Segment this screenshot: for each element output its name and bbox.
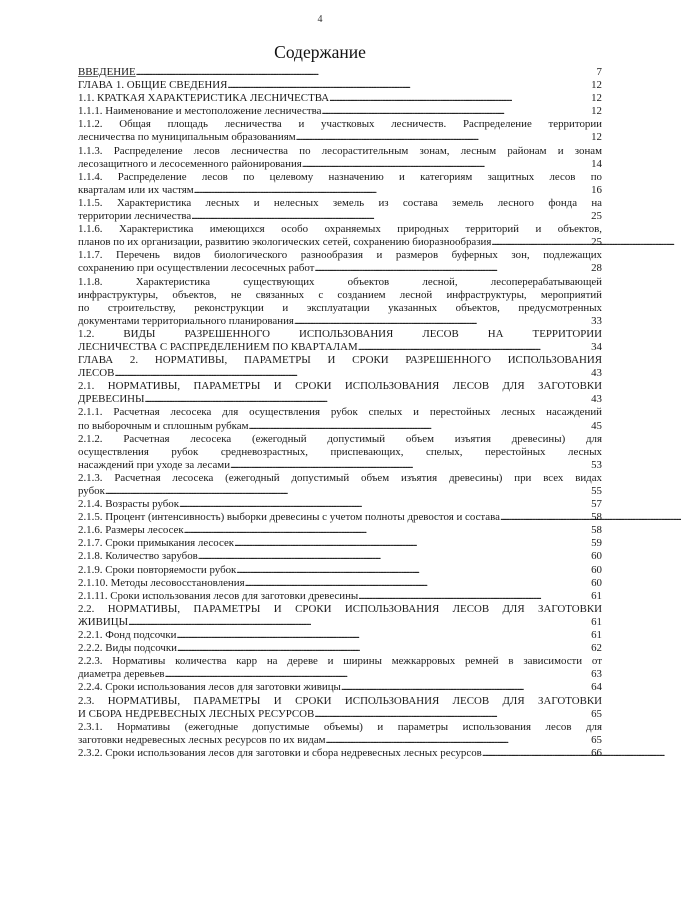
toc-entry-page-number: 60 [591,563,602,576]
toc-entry-text-line: 2.1.9. Сроки повторяемости рубок [78,563,237,576]
toc-entry-page-number: 57 [591,498,602,511]
toc-entry-text-line: 2.1.8. Количество зарубов [78,550,198,563]
toc-entry-leader-row [78,537,602,550]
toc-entry[interactable] [78,681,602,694]
toc-entry-text-line: рубок [78,485,105,497]
toc-entry[interactable] [78,695,602,721]
dot-leader [321,105,590,118]
toc-entry-leader-row [78,92,602,105]
toc-entry-text-line: 1.1.1. Наименование и местоположение лесничества [78,105,322,118]
toc-entry-text-line: документами территориального планирования [78,314,294,327]
toc-entry-text-line: инфраструктуры, объектов, не связанных с созданием лесной инфраструктуры, мероприятий [78,288,602,301]
toc-entry-text-line: 2.1.10. Методы лесовосстановления [78,576,245,589]
dot-leader [236,564,590,577]
toc-entry-leader-row [78,681,602,694]
toc-entry-text-line: 2.2.4. Сроки использования лесов для заготовки живицы [78,681,341,694]
toc-entry-leader-row [78,577,602,590]
toc-entry-leader-row [78,131,602,144]
toc-entry-page-number: 43 [591,367,602,380]
toc-entry[interactable] [78,79,602,92]
dot-leader [314,708,590,721]
toc-entry-text-line: 2.2.1. Фонд подсочки [78,629,177,642]
toc-entry-leader-row [78,498,602,511]
toc-entry-text-line: по выборочным и сплошным рубкам [78,419,249,432]
toc-entry[interactable] [78,642,602,655]
toc-entry-page-number: 61 [591,589,602,602]
toc-entry-page-number: 64 [591,681,602,694]
toc-entry[interactable] [78,472,602,498]
toc-entry-text-line: насаждений при уходе за лесами [78,458,231,471]
toc-heading: Содержание [274,42,366,62]
toc-entry-text-line: И СБОРА НЕДРЕВЕСНЫХ ЛЕСНЫХ РЕСУРСОВ [78,707,315,720]
dot-leader [227,79,590,92]
toc-entry-text-line: 2.1.5. Процент (интенсивность) выборки древесины с учетом полноты древостоя и состава [78,511,500,524]
dot-leader [500,511,590,524]
toc-entry-text-line: 2.3. НОРМАТИВЫ, ПАРАМЕТРЫ И СРОКИ ИСПОЛЬЗОВАНИЯ ЛЕСОВ ДЛЯ ЗАГОТОВКИ [78,694,602,707]
toc-entry-text-line: 2.1.6. Размеры лесосек [78,524,184,537]
toc-entry[interactable] [78,550,602,563]
toc-entry[interactable] [78,380,602,406]
toc-entry[interactable] [78,328,602,354]
toc-entry-page-number: 53 [591,458,602,471]
toc-entry[interactable] [78,66,602,79]
toc-entry-leader-row [78,315,602,328]
toc-entry[interactable] [78,747,602,760]
toc-entry[interactable] [78,498,602,511]
dot-leader [294,315,590,328]
toc-entry-page-number: 12 [591,79,602,92]
toc-list [78,66,602,760]
toc-entry[interactable] [78,354,602,380]
toc-entry[interactable] [78,511,602,524]
toc-entry-text-line: 2.2. НОРМАТИВЫ, ПАРАМЕТРЫ И СРОКИ ИСПОЛЬЗОВАНИЯ ЛЕСОВ ДЛЯ ЗАГОТОВКИ [78,602,602,615]
dot-leader [198,550,590,563]
toc-entry-page-number: 66 [591,746,602,759]
toc-entry[interactable] [78,197,602,223]
toc-entry-leader-row [78,564,602,577]
toc-entry-text-line: ЖИВИЦЫ [78,615,129,628]
dot-leader [176,629,590,642]
toc-entry-text-line: 1.1.3. Распределение лесов лесничества по лесорастительным зонам, лесным районам и зонам [78,144,602,157]
dot-leader [184,524,590,537]
toc-entry[interactable] [78,145,602,171]
dot-leader [314,262,590,275]
toc-entry-leader-row [78,642,602,655]
toc-entry-page-number: 25 [591,236,602,249]
dot-leader [358,341,590,354]
dot-leader [302,158,590,171]
toc-entry[interactable] [78,223,602,249]
toc-entry[interactable] [78,655,602,681]
toc-entry-text-line: по строительству, реконструкции и эксплуатации указанных объектов, предусмотренных [78,301,602,314]
toc-entry-leader-row [78,511,602,524]
toc-entry-text-line: заготовки недревесных лесных ресурсов по их видам [78,733,326,746]
toc-entry[interactable] [78,524,602,537]
toc-entry-text-line: планов по их организации, развитию экологических сетей, сохранению биоразнообразия [78,236,492,249]
toc-entry-text-line: 2.1.3. Расчетная лесосека (ежегодный допустимый объем изъятия древесины) при всех видах [78,471,602,484]
toc-entry[interactable] [78,537,602,550]
toc-entry-leader-row [78,734,602,747]
dot-leader [191,210,590,223]
toc-entry[interactable] [78,249,602,275]
dot-leader [249,420,591,433]
dot-leader [136,66,596,79]
toc-entry-text-line: 2.1.11. Сроки использования лесов для заготовки древесины [78,589,359,602]
toc-entry-leader-row [78,590,602,603]
dot-leader [145,393,591,406]
toc-entry-text-line: 2.3.2. Сроки использования лесов для заготовки и сбора недревесных лесных ресурсов [78,746,482,759]
toc-entry-page-number: 59 [591,537,602,550]
toc-entry-text-line: кварталам или их частям [78,183,194,196]
toc-entry-text-line: лесозащитного и лесосеменного районирования [78,157,302,170]
dot-leader [358,590,590,603]
toc-entry[interactable] [78,590,602,603]
toc-entry-text-line: 1.1.8. Характеристика существующих объектов лесной, лесоперерабатывающей [78,275,602,288]
toc-entry-leader-row [78,524,602,537]
toc-entry[interactable] [78,564,602,577]
toc-entry-text-line: ГЛАВА 1. ОБЩИЕ СВЕДЕНИЯ [78,79,228,92]
toc-entry-text-line: 2.2.3. Нормативы количества карр на дереве и ширины межкарровых ремней в зависимости от [78,655,602,668]
dot-leader [482,747,590,760]
toc-entry-page-number: 58 [591,524,602,537]
toc-entry-leader-row [78,341,602,354]
toc-entry-page-number: 63 [591,668,602,681]
dot-leader [245,577,591,590]
toc-entry[interactable] [78,92,602,105]
dot-leader [179,498,590,511]
toc-entry-text-line: лесничества по муниципальным образованиям [78,131,296,144]
toc-entry-text-line: 2.1.7. Сроки примыкания лесосек [78,537,235,550]
toc-entry-page-number: 34 [591,340,602,353]
toc-entry-text-line: ДРЕВЕСИНЫ [78,393,145,406]
toc-entry-text-line: 2.1.2. Расчетная лесосека (ежегодный допустимый объем изъятия древесины) для [78,432,602,445]
toc-entry-text-line: ГЛАВА 2. НОРМАТИВЫ, ПАРАМЕТРЫ И СРОКИ РАЗРЕШЕННОГО ИСПОЛЬЗОВАНИЯ [78,354,602,367]
toc-entry-text-line: 2.1. НОРМАТИВЫ, ПАРАМЕТРЫ И СРОКИ ИСПОЛЬЗОВАНИЯ ЛЕСОВ ДЛЯ ЗАГОТОВКИ [78,380,602,393]
toc-entry-leader-row [78,158,602,171]
toc-entry-page-number: 65 [591,707,602,720]
toc-entry[interactable] [78,276,602,328]
toc-entry-text-line: ЛЕСНИЧЕСТВА С РАСПРЕДЕЛЕНИЕМ ПО КВАРТАЛАМ [78,340,358,353]
toc-entry-text-line: 1.1.7. Перечень видов биологического разнообразия и размеров буферных зон, подлежащих [78,249,602,262]
toc-entry-text-line: 1.1.2. Общая площадь лесничества и участковых лесничеств. Распределение территории [78,118,602,131]
toc-entry-leader-row [78,668,602,681]
toc-entry-leader-row [78,747,602,760]
toc-entry-leader-row [78,485,602,498]
dot-leader [341,681,590,694]
toc-entry-text-line: ЛЕСОВ [78,367,115,380]
dot-leader [114,367,590,380]
toc-entry-leader-row [78,629,602,642]
toc-entry[interactable] [78,577,602,590]
toc-entry-text-line: 1.2. ВИДЫ РАЗРЕШЕННОГО ИСПОЛЬЗОВАНИЯ ЛЕСОВ НА ТЕРРИТОРИИ [78,327,602,340]
toc-entry-page-number: 14 [591,157,602,170]
toc-entry[interactable] [78,433,602,472]
dot-leader [326,734,591,747]
toc-entry-page-number: 60 [591,550,602,563]
toc-entry-leader-row [78,616,602,629]
toc-entry-leader-row [78,708,602,721]
toc-entry-page-number: 33 [591,314,602,327]
toc-entry-leader-row [78,236,602,249]
toc-entry-page-number: 60 [591,576,602,589]
toc-entry-page-number: 12 [591,131,602,144]
dot-leader [177,642,590,655]
toc-entry-text-line: 1.1. КРАТКАЯ ХАРАКТЕРИСТИКА ЛЕСНИЧЕСТВА [78,92,330,105]
toc-entry-leader-row [78,210,602,223]
toc-entry[interactable] [78,629,602,642]
toc-entry-page-number: 61 [591,615,602,628]
toc-entry-text-line: 2.3.1. Нормативы (ежегодные допустимые объемы) и параметры использования лесов для [78,720,602,733]
toc-entry-page-number: 45 [591,419,602,432]
dot-leader [105,485,590,498]
dot-leader [234,537,590,550]
dot-leader [230,459,590,472]
toc-entry-leader-row [78,79,602,92]
page-number: 4 [317,14,323,25]
toc-entry-page-number: 62 [591,642,602,655]
toc-entry-page-number: 65 [591,733,602,746]
toc-entry-text-line: осуществления рубок средневозрастных, приспевающих, спелых, перестойных лесных [78,445,602,458]
dot-leader [329,92,590,105]
toc-entry-leader-row [78,105,602,118]
dot-leader [194,184,591,197]
toc-entry-page-number: 12 [591,92,602,105]
toc-entry-text-line: 2.1.1. Расчетная лесосека для осуществления рубок спелых и перестойных лесных насаждений [78,406,602,419]
dot-leader [128,616,590,629]
toc-entry-page-number: 25 [591,210,602,223]
toc-entry-text-line: 1.1.6. Характеристика имеющихся особо охраняемых природных территорий и объектов, [78,223,602,236]
toc-entry-page-number: 61 [591,629,602,642]
toc-entry-leader-row [78,459,602,472]
toc-entry-leader-row [78,367,602,380]
toc-entry-text-line: 2.1.4. Возрасты рубок [78,498,180,511]
toc-entry-page-number: 28 [591,262,602,275]
toc-entry-page-number: 12 [591,105,602,118]
toc-entry-text-line: территории лесничества [78,210,192,223]
toc-entry-page-number: 7 [596,66,602,78]
toc-entry-leader-row [78,420,602,433]
toc-entry-text-line: 1.1.5. Характеристика лесных и нелесных земель из состава земель лесного фонда на [78,196,602,209]
toc-entry-leader-row [78,262,602,275]
toc-entry-leader-row [78,550,602,563]
toc-entry-text-line: сохранению при осуществлении лесосечных работ [78,262,315,275]
toc-entry-leader-row [78,66,602,79]
toc-entry-text-line: ВВЕДЕНИЕ [78,66,136,78]
toc-entry[interactable] [78,406,602,432]
dot-leader [165,668,591,681]
toc-entry-page-number: 43 [591,393,602,406]
toc-entry[interactable] [78,721,602,747]
dot-leader [491,236,590,249]
toc-entry-page-number: 55 [591,485,602,497]
toc-entry-text-line: 1.1.4. Распределение лесов по целевому назначению и категориям защитных лесов по [78,170,602,183]
toc-entry-page-number: 58 [591,511,602,524]
toc-entry-text-line: диаметра деревьев [78,668,165,681]
toc-entry-text-line: 2.2.2. Виды подсочки [78,642,177,655]
toc-entry[interactable] [78,171,602,197]
toc-entry[interactable] [78,603,602,629]
dot-leader [296,131,590,144]
toc-entry-page-number: 16 [591,183,602,196]
toc-entry[interactable] [78,118,602,144]
toc-entry-leader-row [78,184,602,197]
toc-entry-leader-row [78,393,602,406]
toc-entry[interactable] [78,105,602,118]
